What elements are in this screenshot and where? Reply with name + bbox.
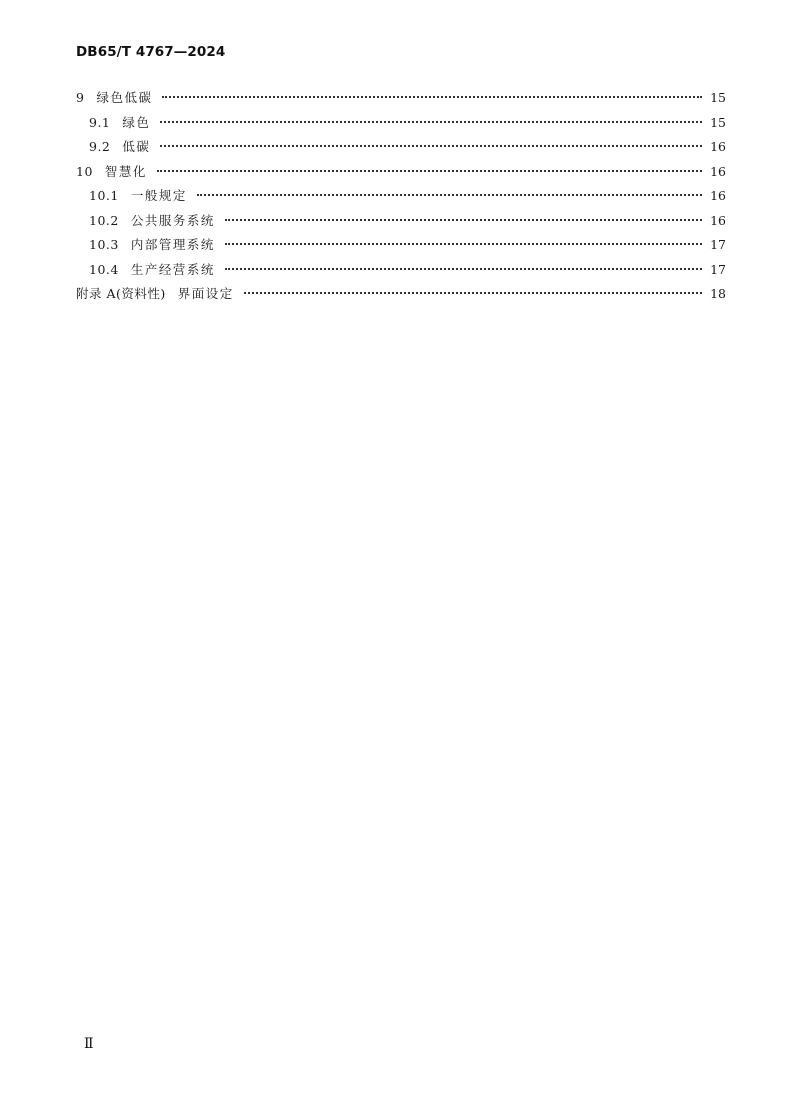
toc-entry-number: 10.2 bbox=[89, 212, 119, 228]
toc-dot-leader bbox=[157, 170, 702, 172]
toc-dot-leader bbox=[160, 145, 702, 147]
toc-entry-number: 9.1 bbox=[89, 114, 111, 130]
document-code: DB65/T 4767—2024 bbox=[76, 44, 226, 60]
toc-dot-leader bbox=[225, 268, 702, 270]
toc-entry-10[interactable] bbox=[76, 160, 726, 185]
toc-entry-number: 9 bbox=[76, 90, 85, 105]
toc-entry-page: 16 bbox=[710, 139, 726, 154]
toc-entry-9[interactable] bbox=[76, 86, 726, 111]
toc-entry-page: 16 bbox=[710, 188, 726, 203]
toc-entry-title: 绿色 bbox=[122, 114, 151, 130]
toc-entry-page: 17 bbox=[710, 261, 726, 277]
toc-entry-page: 16 bbox=[710, 163, 726, 179]
toc-entry-page: 15 bbox=[710, 90, 726, 105]
toc-entry-10-1[interactable] bbox=[76, 184, 726, 209]
toc-entry-10-4[interactable] bbox=[76, 258, 726, 283]
toc-entry-title: 界面设定 bbox=[177, 286, 234, 301]
toc-entry-page: 15 bbox=[710, 114, 726, 130]
toc-dot-leader bbox=[162, 96, 702, 98]
toc-entry-page: 18 bbox=[710, 286, 726, 301]
toc-entry-title: 内部管理系统 bbox=[130, 237, 215, 252]
toc-entry-title: 智慧化 bbox=[104, 163, 147, 179]
toc-entry-9-2[interactable] bbox=[76, 135, 726, 160]
toc-entry-title: 绿色低碳 bbox=[96, 90, 153, 105]
toc-dot-leader bbox=[225, 219, 702, 221]
toc-dot-leader bbox=[160, 121, 702, 123]
toc-entry-number: 附录 A(资料性) bbox=[76, 286, 166, 301]
toc-entry-10-2[interactable] bbox=[76, 209, 726, 234]
toc-entry-page: 17 bbox=[710, 237, 726, 252]
toc-dot-leader bbox=[197, 194, 702, 196]
toc-entry-number: 10 bbox=[76, 163, 93, 179]
toc-entry-9-1[interactable] bbox=[76, 111, 726, 136]
toc-dot-leader bbox=[244, 292, 702, 294]
toc-dot-leader bbox=[225, 243, 702, 245]
toc-entry-number: 9.2 bbox=[89, 139, 111, 154]
toc-entry-number: 10.4 bbox=[89, 261, 119, 277]
toc-entry-title: 一般规定 bbox=[130, 188, 187, 203]
toc-entry-number: 10.3 bbox=[89, 237, 119, 252]
toc-entry-title: 低碳 bbox=[122, 139, 151, 154]
table-of-contents bbox=[76, 86, 726, 307]
toc-entry-10-3[interactable] bbox=[76, 233, 726, 258]
toc-entry-page: 16 bbox=[710, 212, 726, 228]
toc-entry-appendix-a[interactable] bbox=[76, 282, 726, 307]
page-number: Ⅱ bbox=[84, 1036, 94, 1052]
toc-entry-title: 公共服务系统 bbox=[130, 212, 215, 228]
toc-entry-title: 生产经营系统 bbox=[130, 261, 215, 277]
toc-entry-number: 10.1 bbox=[89, 188, 119, 203]
